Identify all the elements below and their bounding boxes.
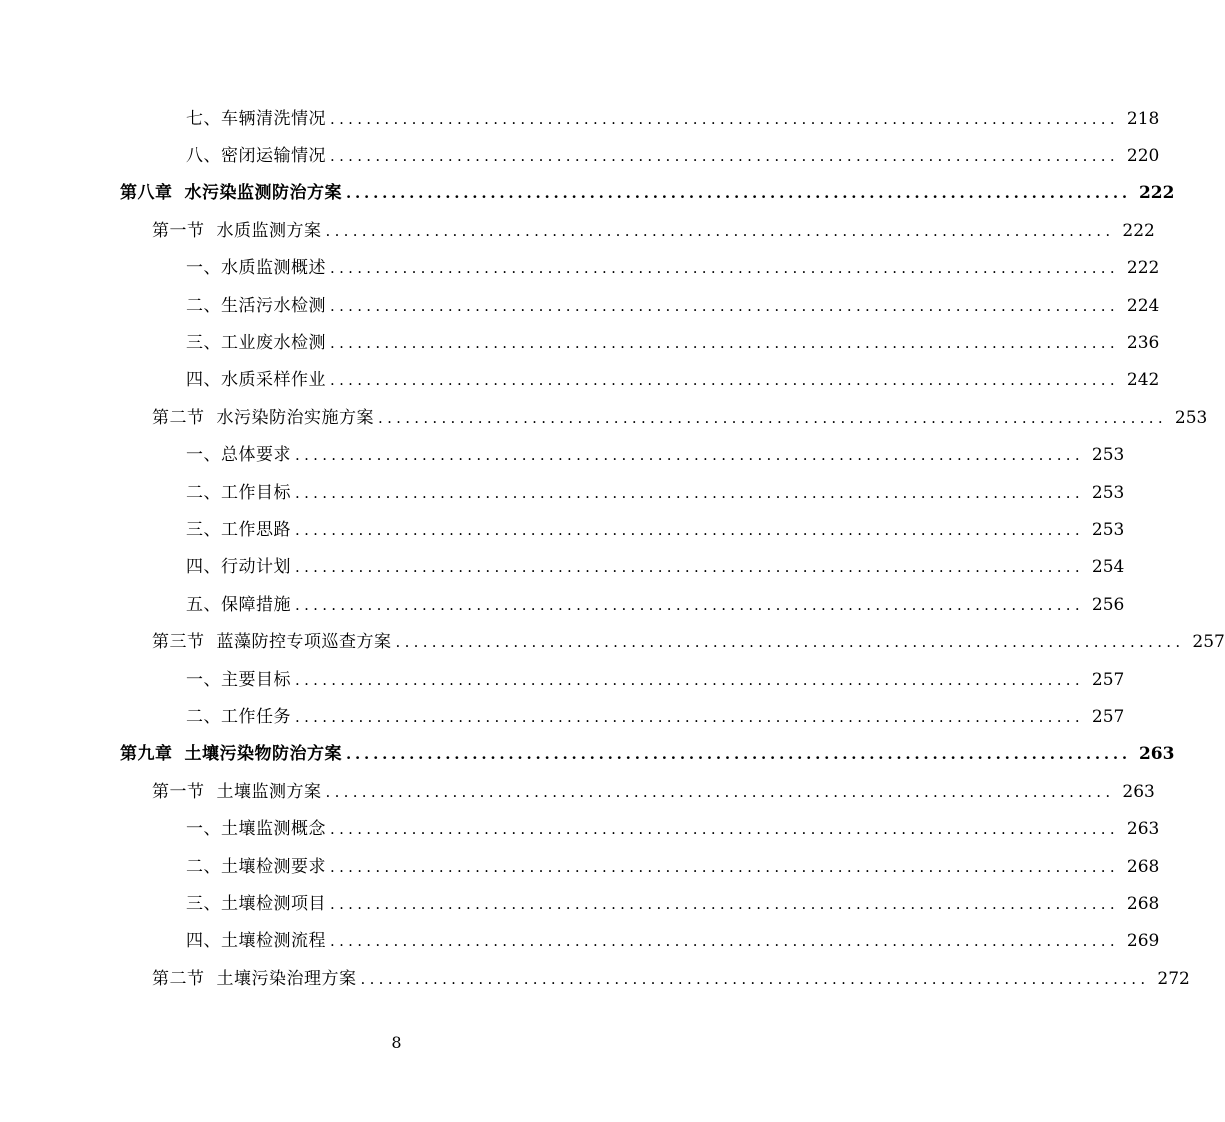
toc-entry-title-group (186, 557, 291, 577)
toc-entry-label: 一、 (186, 445, 221, 466)
toc-dot-leader: ....................................................................................... (295, 670, 1084, 689)
toc-entry-title-group (186, 370, 326, 390)
toc-entry-label: 第二节 (152, 968, 205, 989)
toc-entry-page: 272 (1157, 968, 1190, 989)
toc-entry[interactable] (0, 586, 1125, 623)
toc-dot-leader: ....................................................................................... (330, 147, 1119, 166)
toc-entry-title-group (186, 520, 291, 540)
toc-entry[interactable] (0, 848, 1160, 885)
toc-entry-title-group (186, 109, 326, 129)
toc-entry-label: 第九章 (120, 744, 173, 765)
toc-dot-leader: ....................................................................................... (378, 408, 1167, 427)
toc-entry-label: 七、 (186, 108, 221, 129)
toc-entry-title: 土壤监测概念 (221, 819, 326, 840)
toc-entry-title: 工作任务 (221, 706, 291, 727)
toc-entry[interactable] (0, 137, 1160, 174)
toc-dot-leader: ....................................................................................... (295, 707, 1084, 726)
toc-dot-leader: ....................................................................................... (330, 334, 1119, 353)
toc-entry-page: 257 (1192, 632, 1225, 653)
toc-entry-page: 257 (1091, 706, 1125, 727)
toc-entry-title-group (120, 183, 342, 203)
toc-entry-label: 第一节 (152, 781, 205, 802)
toc-dot-leader: ....................................................................................... (325, 782, 1115, 801)
toc-entry-title-group (152, 969, 357, 989)
toc-dot-leader: ....................................................................................... (330, 371, 1119, 390)
toc-entry[interactable] (0, 474, 1125, 511)
toc-entry-title: 水污染防治实施方案 (216, 407, 374, 428)
toc-entry-title: 主要目标 (221, 669, 291, 690)
toc-entry-page: 222 (1126, 258, 1160, 279)
toc-entry-label: 五、 (186, 594, 221, 615)
toc-entry-page: 224 (1126, 295, 1160, 316)
toc-entry-title: 行动计划 (221, 557, 291, 578)
toc-chapter-entry[interactable] (0, 175, 1175, 212)
toc-entry-title-group (186, 483, 291, 503)
toc-dot-leader: ....................................................................................... (395, 633, 1185, 652)
toc-entry-title-group (152, 782, 322, 802)
toc-section-entry[interactable] (0, 399, 1208, 436)
toc-dot-leader: ....................................................................................... (330, 894, 1119, 913)
toc-entry-page: 242 (1126, 370, 1160, 391)
toc-entry-page: 257 (1091, 669, 1125, 690)
toc-dot-leader: ....................................................................................... (325, 221, 1115, 240)
toc-entry-label: 二、 (186, 706, 221, 727)
toc-entry-title: 总体要求 (221, 445, 291, 466)
toc-entry-page: 222 (1138, 183, 1175, 204)
toc-entry-title-group (120, 744, 342, 764)
toc-entry-title-group (186, 931, 326, 951)
toc-entry-title-group (186, 894, 326, 914)
toc-entry-title: 工作思路 (221, 519, 291, 540)
toc-dot-leader: ....................................................................................... (360, 969, 1150, 988)
toc-entry[interactable] (0, 250, 1160, 287)
toc-entry-title-group (186, 258, 326, 278)
toc-entry-page: 256 (1091, 594, 1125, 615)
toc-entry-title: 车辆清洗情况 (221, 108, 326, 129)
toc-section-entry[interactable] (0, 623, 1225, 660)
toc-entry-title-group (152, 408, 374, 428)
toc-entry-title: 生活污水检测 (221, 295, 326, 316)
toc-entry-page: 263 (1122, 781, 1155, 802)
toc-entry-title: 土壤检测要求 (221, 856, 326, 877)
toc-entry-label: 一、 (186, 669, 221, 690)
toc-entry-page: 253 (1091, 519, 1125, 540)
table-of-contents (0, 100, 1225, 997)
toc-dot-leader: ....................................................................................... (295, 595, 1084, 614)
toc-chapter-entry[interactable] (0, 736, 1175, 773)
toc-entry-label: 三、 (186, 893, 221, 914)
toc-entry-title: 土壤污染物防治方案 (184, 744, 342, 765)
toc-entry-label: 一、 (186, 819, 221, 840)
toc-entry[interactable] (0, 437, 1125, 474)
toc-entry-label: 第三节 (152, 632, 205, 653)
toc-entry-title-group (186, 445, 291, 465)
toc-entry-label: 第二节 (152, 407, 205, 428)
toc-entry-page: 253 (1174, 407, 1208, 428)
toc-dot-leader: ....................................................................................... (330, 857, 1119, 876)
toc-entry-label: 八、 (186, 146, 221, 167)
toc-entry[interactable] (0, 923, 1160, 960)
toc-dot-leader: ....................................................................................... (330, 932, 1119, 951)
toc-entry[interactable] (0, 324, 1160, 361)
toc-section-entry[interactable] (0, 212, 1155, 249)
toc-entry-label: 二、 (186, 295, 221, 316)
page-number: 8 (391, 1033, 402, 1052)
toc-entry-title-group (186, 857, 326, 877)
toc-entry-page: 263 (1138, 744, 1175, 765)
toc-entry-title: 工作目标 (221, 482, 291, 503)
toc-entry-title: 土壤检测流程 (221, 931, 326, 952)
toc-entry-page: 254 (1091, 557, 1125, 578)
toc-section-entry[interactable] (0, 960, 1190, 997)
toc-entry-label: 三、 (186, 333, 221, 354)
toc-entry-label: 第八章 (120, 183, 173, 204)
toc-entry-title-group (186, 707, 291, 727)
toc-entry-label: 三、 (186, 519, 221, 540)
toc-entry-page: 236 (1126, 333, 1160, 354)
toc-entry-title: 水质监测概述 (221, 258, 326, 279)
toc-entry-label: 一、 (186, 258, 221, 279)
toc-entry-title: 水质采样作业 (221, 370, 326, 391)
toc-dot-leader: ....................................................................................... (346, 184, 1131, 203)
toc-entry-title-group (186, 146, 326, 166)
toc-entry-label: 二、 (186, 482, 221, 503)
toc-entry-title-group (152, 632, 392, 652)
toc-entry-label: 四、 (186, 557, 221, 578)
toc-entry-title: 保障措施 (221, 594, 291, 615)
toc-entry[interactable] (0, 698, 1125, 735)
toc-entry-title: 水质监测方案 (216, 220, 322, 241)
toc-entry[interactable] (0, 661, 1125, 698)
toc-entry-title: 土壤污染治理方案 (216, 968, 357, 989)
toc-entry-title: 工业废水检测 (221, 333, 326, 354)
toc-dot-leader: ....................................................................................... (330, 259, 1119, 278)
toc-entry-title-group (152, 221, 322, 241)
toc-dot-leader: ....................................................................................... (330, 296, 1119, 315)
toc-dot-leader: ....................................................................................... (295, 558, 1084, 577)
toc-entry-title: 土壤监测方案 (216, 781, 322, 802)
toc-entry-page: 218 (1126, 108, 1160, 129)
toc-dot-leader: ....................................................................................... (295, 446, 1084, 465)
toc-entry[interactable] (0, 511, 1125, 548)
toc-entry-title: 土壤检测项目 (221, 893, 326, 914)
toc-entry-label: 第一节 (152, 220, 205, 241)
toc-entry[interactable] (0, 885, 1160, 922)
toc-entry-page: 220 (1126, 146, 1160, 167)
toc-entry-title-group (186, 670, 291, 690)
toc-entry-title-group (186, 333, 326, 353)
toc-entry-title-group (186, 819, 326, 839)
toc-entry-page: 253 (1091, 482, 1125, 503)
toc-entry-page: 268 (1126, 856, 1160, 877)
toc-entry-title: 水污染监测防治方案 (184, 183, 342, 204)
toc-entry[interactable] (0, 810, 1160, 847)
toc-dot-leader: ....................................................................................... (330, 820, 1119, 839)
toc-entry-label: 四、 (186, 370, 221, 391)
toc-entry-page: 263 (1126, 819, 1160, 840)
toc-entry-page: 269 (1126, 931, 1160, 952)
toc-entry-page: 222 (1122, 220, 1155, 241)
toc-entry-page: 253 (1091, 445, 1125, 466)
toc-entry-page: 268 (1126, 893, 1160, 914)
toc-entry[interactable] (0, 100, 1160, 137)
toc-entry-title: 蓝藻防控专项巡查方案 (216, 632, 392, 653)
toc-entry[interactable] (0, 362, 1160, 399)
toc-entry[interactable] (0, 549, 1125, 586)
toc-entry-title-group (186, 296, 326, 316)
toc-entry[interactable] (0, 287, 1160, 324)
toc-entry-title-group (186, 595, 291, 615)
toc-entry-label: 四、 (186, 931, 221, 952)
toc-section-entry[interactable] (0, 773, 1155, 810)
toc-dot-leader: ....................................................................................... (330, 109, 1119, 128)
toc-entry-label: 二、 (186, 856, 221, 877)
toc-dot-leader: ....................................................................................... (346, 745, 1131, 764)
toc-dot-leader: ....................................................................................... (295, 520, 1084, 539)
toc-entry-title: 密闭运输情况 (221, 146, 326, 167)
toc-dot-leader: ....................................................................................... (295, 483, 1084, 502)
